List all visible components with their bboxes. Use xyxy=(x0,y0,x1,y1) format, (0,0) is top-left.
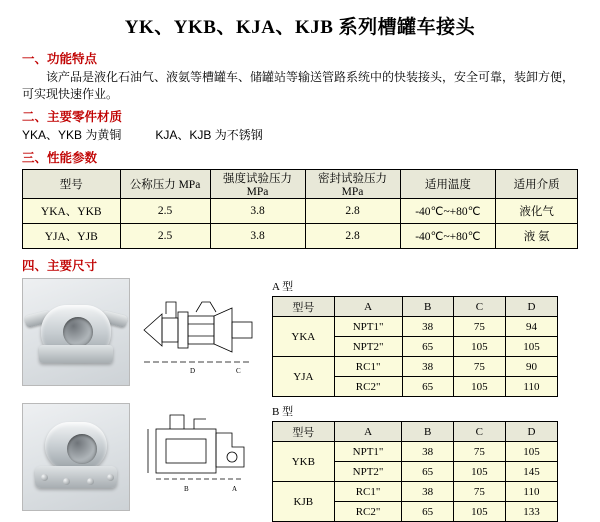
dimension-table-b-label: B 型 xyxy=(272,406,294,418)
dimension-table-a-label: A 型 xyxy=(272,281,294,293)
dim-b-header-c: C xyxy=(453,422,505,442)
materials-stainless: KJA、KJB 为不锈钢 xyxy=(155,128,263,142)
dimension-table-b xyxy=(272,421,558,522)
dim-a-cell-b: 38 xyxy=(402,317,453,337)
section-heading-materials: 二、主要零件材质 xyxy=(22,110,123,124)
perf-header-model: 型号 xyxy=(23,170,121,199)
dim-a-cell-d: 90 xyxy=(505,357,557,377)
dimension-table-b-wrap xyxy=(272,403,600,522)
perf-header-strength-pressure: 强度试验压力 MPa xyxy=(210,170,305,199)
dim-b-cell-d: 105 xyxy=(505,442,557,462)
perf-header-temperature: 适用温度 xyxy=(400,170,496,199)
materials-line xyxy=(22,127,582,144)
coupler-photo-a xyxy=(22,278,130,386)
materials-brass: YKA、YKB 为黄铜 xyxy=(22,128,122,142)
dim-b-header-d: D xyxy=(505,422,557,442)
dim-b-cell-a: NPT1" xyxy=(334,442,402,462)
dim-a-cell-a: RC2" xyxy=(334,377,402,397)
dim-b-header-a: A xyxy=(334,422,402,442)
svg-text:D: D xyxy=(190,367,196,375)
dimension-block-a xyxy=(0,278,600,397)
dim-b-cell-c: 105 xyxy=(453,462,505,482)
table-row xyxy=(273,482,558,502)
table-header-row xyxy=(23,170,578,199)
dim-b-cell-b: 38 xyxy=(402,482,453,502)
dim-a-cell-d: 105 xyxy=(505,337,557,357)
perf-cell-seal: 2.8 xyxy=(305,199,400,224)
section-heading-performance: 三、性能参数 xyxy=(22,151,98,165)
dimension-table-a xyxy=(272,296,558,397)
table-header-row xyxy=(273,297,558,317)
dim-b-cell-c: 75 xyxy=(453,442,505,462)
bolt-icon xyxy=(87,478,94,485)
perf-cell-strength: 3.8 xyxy=(210,199,305,224)
dim-a-cell-a: RC1" xyxy=(334,357,402,377)
dim-a-cell-b: 65 xyxy=(402,337,453,357)
perf-header-seal-pressure: 密封试验压力 MPa xyxy=(305,170,400,199)
perf-cell-temperature: -40℃~+80℃ xyxy=(400,224,496,249)
perf-cell-medium: 液化气 xyxy=(496,199,578,224)
dimension-table-a-wrap xyxy=(272,278,600,397)
perf-header-nominal-pressure: 公称压力 MPa xyxy=(120,170,210,199)
bolt-icon xyxy=(41,474,48,481)
dim-a-cell-b: 38 xyxy=(402,357,453,377)
dim-b-cell-a: RC2" xyxy=(334,502,402,522)
bolt-icon xyxy=(107,474,114,481)
dim-a-cell-a: NPT1" xyxy=(334,317,402,337)
perf-cell-strength: 3.8 xyxy=(210,224,305,249)
perf-cell-seal: 2.8 xyxy=(305,224,400,249)
dim-a-cell-c: 105 xyxy=(453,337,505,357)
dim-b-group-model: YKB xyxy=(273,442,335,482)
coupler-body-icon xyxy=(45,422,107,470)
dim-b-cell-c: 105 xyxy=(453,502,505,522)
svg-text:C: C xyxy=(236,367,241,375)
performance-table xyxy=(22,169,578,249)
dim-a-header-c: C xyxy=(453,297,505,317)
perf-cell-nominal: 2.5 xyxy=(120,199,210,224)
dim-a-cell-c: 75 xyxy=(453,357,505,377)
section-heading-dimensions: 四、主要尺寸 xyxy=(22,259,98,273)
dim-b-cell-b: 38 xyxy=(402,442,453,462)
perf-cell-temperature: -40℃~+80℃ xyxy=(400,199,496,224)
perf-cell-model: YKA、YKB xyxy=(23,199,121,224)
features-paragraph: 该产品是液化石油气、液氨等槽罐车、储罐站等输送管路系统中的快装接头，安全可靠，装卸方便，可实现快速作业。 xyxy=(22,70,575,101)
dim-a-header-a: A xyxy=(334,297,402,317)
dim-a-cell-c: 105 xyxy=(453,377,505,397)
table-row xyxy=(23,199,578,224)
dim-b-group-model: KJB xyxy=(273,482,335,522)
dim-a-cell-b: 65 xyxy=(402,377,453,397)
dimension-block-b xyxy=(0,403,600,522)
dim-b-cell-a: NPT2" xyxy=(334,462,402,482)
table-row xyxy=(23,224,578,249)
dim-a-cell-c: 75 xyxy=(453,317,505,337)
svg-text:A: A xyxy=(232,485,238,493)
coupler-photo-b xyxy=(22,403,130,511)
coupler-drawing-b xyxy=(136,403,262,509)
dim-b-cell-a: RC1" xyxy=(334,482,402,502)
table-row xyxy=(273,357,558,377)
dim-b-cell-b: 65 xyxy=(402,502,453,522)
dim-b-cell-d: 145 xyxy=(505,462,557,482)
bolt-icon xyxy=(63,478,70,485)
dim-a-cell-a: NPT2" xyxy=(334,337,402,357)
perf-cell-medium: 液 氨 xyxy=(496,224,578,249)
perf-cell-nominal: 2.5 xyxy=(120,224,210,249)
table-header-row xyxy=(273,422,558,442)
dim-a-header-d: D xyxy=(505,297,557,317)
table-row xyxy=(273,442,558,462)
perf-header-medium: 适用介质 xyxy=(496,170,578,199)
section-heading-features: 一、功能特点 xyxy=(22,52,98,66)
dim-a-cell-d: 110 xyxy=(505,377,557,397)
dim-b-cell-b: 65 xyxy=(402,462,453,482)
dim-a-header-model: 型号 xyxy=(273,297,335,317)
dim-b-header-b: B xyxy=(402,422,453,442)
coupler-flange-icon xyxy=(39,345,113,363)
page-title: YK、YKB、KJA、KJB 系列槽罐车接头 xyxy=(124,17,476,38)
dim-a-group-model: YKA xyxy=(273,317,335,357)
table-row xyxy=(273,317,558,337)
dim-b-cell-c: 75 xyxy=(453,482,505,502)
dim-a-header-b: B xyxy=(402,297,453,317)
dim-b-header-model: 型号 xyxy=(273,422,335,442)
dim-b-cell-d: 133 xyxy=(505,502,557,522)
svg-text:B: B xyxy=(184,485,189,493)
perf-cell-model: YJA、YJB xyxy=(23,224,121,249)
dim-a-group-model: YJA xyxy=(273,357,335,397)
dim-a-cell-d: 94 xyxy=(505,317,557,337)
coupler-drawing-a xyxy=(136,278,262,384)
dim-b-cell-d: 110 xyxy=(505,482,557,502)
